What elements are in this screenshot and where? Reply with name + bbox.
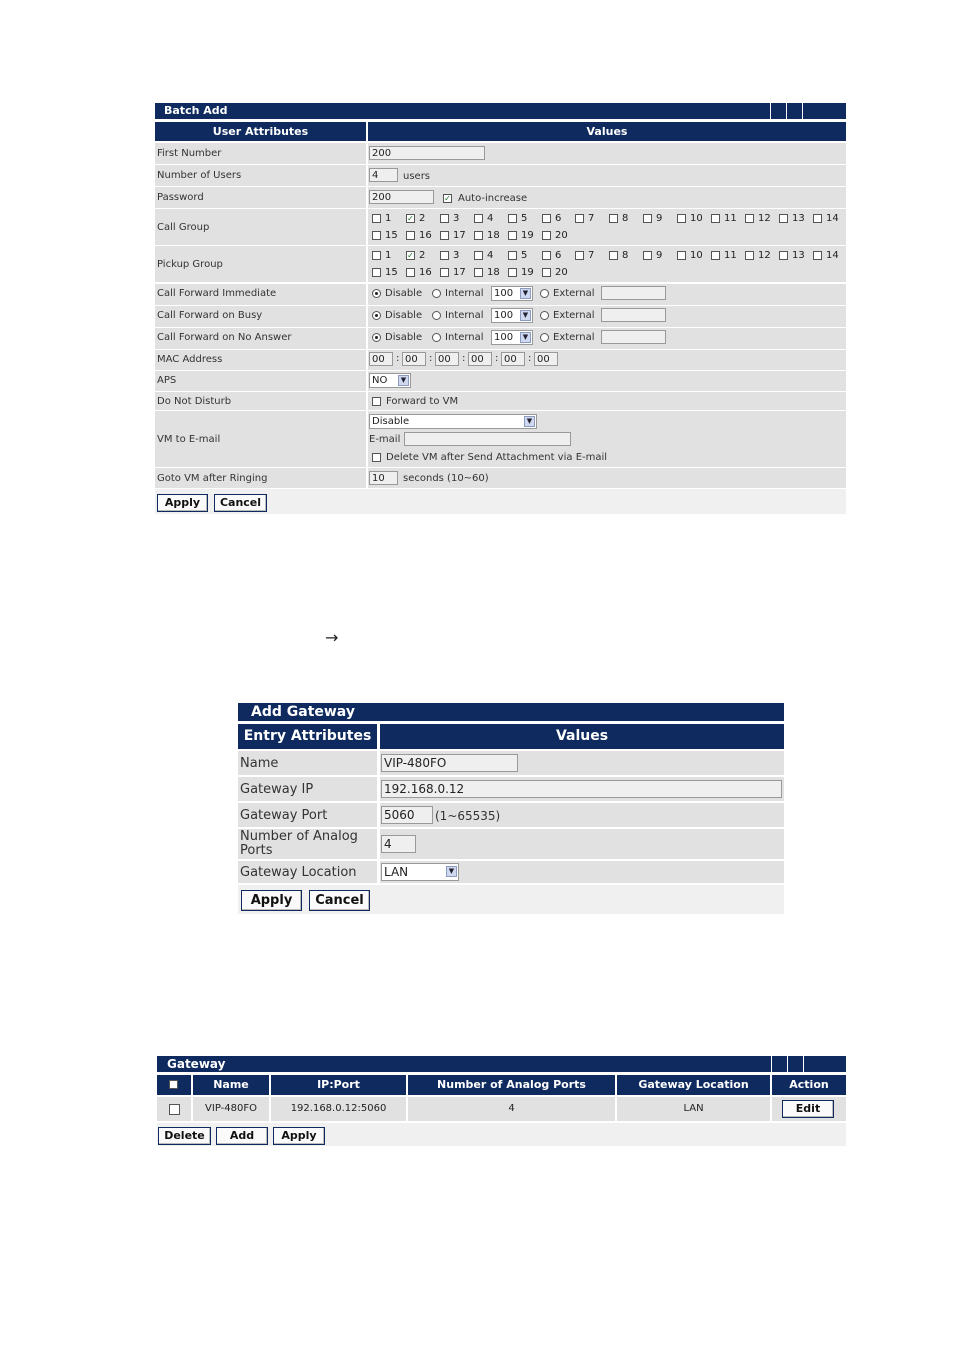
cf-noanswer-disable-label: Disable [385,332,423,343]
mac-separator: : [495,353,499,364]
pickup-group-checkbox[interactable] [542,251,551,260]
call-group-checkbox[interactable] [508,214,517,223]
call-group-checkbox[interactable] [372,231,381,240]
chevron-down-icon: ▼ [398,375,409,386]
chevron-down-icon: ▼ [520,332,531,343]
cf-noanswer-disable-radio[interactable] [372,333,381,342]
first-number-input[interactable]: 200 [369,146,485,160]
gw-port-label: Gateway Port [240,808,328,823]
gw-cancel-button[interactable]: Cancel [309,890,370,911]
cf-busy-internal-label: Internal [445,310,484,321]
pickup-group-checkbox[interactable] [711,251,720,260]
gateway-list-title-bar [157,1056,846,1072]
batch-add-title-bar [155,103,846,119]
row-bg [368,187,846,208]
cf-noanswer-internal-radio[interactable] [432,333,441,342]
cf-immediate-external-radio[interactable] [540,289,549,298]
cell-name: VIP-480FO [193,1097,269,1121]
pickup-group-checkbox[interactable] [643,251,652,260]
add-gateway-title-bar [238,703,784,721]
delete-vm-checkbox[interactable] [372,453,381,462]
call-group-checkbox[interactable] [745,214,754,223]
add-button[interactable]: Add [216,1127,268,1145]
cell-location: LAN [617,1097,770,1121]
pickup-group-number: 3 [453,250,460,261]
gw-ip-label: Gateway IP [240,782,314,797]
pickup-group-number: 10 [690,250,703,261]
gw-port-input[interactable]: 5060 [381,806,433,824]
pickup-group-number: 16 [419,267,432,278]
col-header-name: Name [193,1075,269,1095]
call-group-checkbox[interactable] [474,231,483,240]
cf-busy-external-radio[interactable] [540,311,549,320]
cf-immediate-external-input[interactable] [601,286,666,300]
gw-analog-label: Number of Analog Ports [240,829,358,858]
pickup-group-checkbox[interactable] [372,251,381,260]
pickup-group-checkbox[interactable] [508,268,517,277]
list-apply-button[interactable]: Apply [273,1127,325,1145]
call-group-number: 15 [385,230,398,241]
col-header-action: Action [772,1075,846,1095]
title-divider [787,1056,788,1072]
chevron-down-icon: ▼ [446,866,457,877]
call-group-number: 4 [487,213,494,224]
mac-octet-input[interactable]: 00 [402,352,426,366]
mac-separator: : [528,353,532,364]
cf-busy-internal-value: 100 [494,310,514,321]
password-input[interactable]: 200 [369,190,434,204]
forward-to-vm-label: Forward to VM [386,396,459,407]
delete-vm-label: Delete VM after Send Attachment via E-mail [386,452,608,463]
pickup-group-checkbox[interactable] [779,251,788,260]
pickup-group-checkbox[interactable] [440,251,449,260]
cell-ip-port: 192.168.0.12:5060 [271,1097,406,1121]
pickup-group-number: 1 [385,250,392,261]
pickup-group-number: 13 [792,250,805,261]
dnd-label: Do Not Disturb [157,396,232,407]
cf-busy-internal-select[interactable] [491,308,533,323]
pickup-group-number: 11 [724,250,737,261]
cf-noanswer-external-radio[interactable] [540,333,549,342]
pickup-group-number: 8 [622,250,629,261]
pickup-group-checkbox[interactable] [474,251,483,260]
call-group-checkbox[interactable] [643,214,652,223]
email-label: E-mail [369,434,401,445]
pickup-group-checkbox[interactable] [677,251,686,260]
call-group-number: 6 [555,213,562,224]
mac-separator: : [462,353,466,364]
gw-location-value: LAN [384,865,409,879]
gw-location-select[interactable] [381,863,459,881]
pickup-group-number: 17 [453,267,466,278]
call-group-number: 17 [453,230,466,241]
call-group-checkbox[interactable] [779,214,788,223]
auto-increase-checkbox[interactable]: ✓ [444,194,451,203]
first-number-label: First Number [157,148,222,159]
mac-address-label: MAC Address [157,354,223,365]
pickup-group-checkbox[interactable] [542,268,551,277]
auto-increase-label: Auto-increase [458,193,528,204]
number-of-users-label: Number of Users [157,170,242,181]
call-group-checkbox[interactable] [508,231,517,240]
pickup-group-checkbox[interactable] [745,251,754,260]
password-label: Password [157,192,204,203]
pickup-group-number: 2 [419,250,426,261]
gw-name-input[interactable]: VIP-480FO [381,754,518,772]
title-divider [803,1056,804,1072]
pickup-group-checkbox[interactable] [575,251,584,260]
call-group-number: 3 [453,213,460,224]
call-group-number: 18 [487,230,500,241]
call-group-checkbox[interactable] [474,214,483,223]
title-divider [786,103,787,119]
pickup-group-number: 4 [487,250,494,261]
cf-immediate-disable-label: Disable [385,288,423,299]
gateway-list-title: Gateway [167,1057,226,1071]
aps-value: NO [372,375,388,386]
edit-button[interactable]: Edit [782,1100,834,1118]
col-header-location: Gateway Location [617,1075,770,1095]
call-group-number: 10 [690,213,703,224]
cf-immediate-disable-radio[interactable] [372,289,381,298]
table-row [157,1097,191,1121]
pickup-group-number: 6 [555,250,562,261]
pickup-group-number: 18 [487,267,500,278]
col-header-analog-ports: Number of Analog Ports [408,1075,615,1095]
row-bg [380,829,784,859]
cf-busy-disable-radio[interactable] [372,311,381,320]
batch-apply-button[interactable]: Apply [157,494,208,512]
cf-immediate-external-label: External [553,288,595,299]
call-group-checkbox[interactable] [372,214,381,223]
mac-octet-input[interactable]: 00 [468,352,492,366]
email-input[interactable] [404,432,571,446]
chevron-down-icon: ▼ [520,310,531,321]
row-select-checkbox[interactable] [169,1104,180,1115]
pickup-group-number: 9 [656,250,663,261]
gw-name-label: Name [240,756,279,771]
gateway-values-header: Values [380,724,784,749]
add-gateway-title: Add Gateway [251,704,355,720]
call-group-checkbox[interactable] [406,231,415,240]
arrow-right-icon: → [325,628,339,647]
mac-separator: : [396,353,400,364]
select-all-checkbox[interactable] [169,1080,178,1089]
call-group-number: 14 [826,213,839,224]
cf-immediate-internal-value: 100 [494,288,514,299]
call-group-checkbox[interactable] [711,214,720,223]
call-group-label: Call Group [157,222,210,233]
pickup-group-checkbox[interactable] [508,251,517,260]
gw-location-label: Gateway Location [240,865,357,880]
call-group-number: 8 [622,213,629,224]
row-bg [368,371,846,391]
users-suffix: users [403,171,431,182]
call-group-checkbox[interactable] [609,214,618,223]
cf-busy-label: Call Forward on Busy [157,310,263,321]
cf-busy-external-label: External [553,310,595,321]
number-of-users-input[interactable]: 4 [369,168,398,182]
pickup-group-number: 15 [385,267,398,278]
pickup-group-checkbox[interactable] [813,251,822,260]
vm-email-label: VM to E-mail [157,434,221,445]
pickup-group-number: 14 [826,250,839,261]
vm-email-value: Disable [372,416,410,427]
gw-apply-button[interactable]: Apply [241,890,302,911]
goto-vm-suffix: seconds (10~60) [403,473,489,484]
pickup-group-number: 12 [758,250,771,261]
title-divider [771,1056,772,1072]
pickup-group-checkbox[interactable] [372,268,381,277]
col-header-ip-port: IP:Port [271,1075,406,1095]
goto-vm-input[interactable]: 10 [369,471,398,485]
pickup-group-checkbox[interactable] [474,268,483,277]
gw-ip-input[interactable]: 192.168.0.12 [381,780,782,798]
mac-octet-input[interactable]: 00 [369,352,393,366]
call-group-checkbox[interactable] [440,214,449,223]
batch-add-title: Batch Add [164,104,228,117]
cf-noanswer-internal-select[interactable] [491,330,533,345]
aps-select[interactable] [369,373,411,388]
cf-noanswer-internal-value: 100 [494,332,514,343]
goto-vm-label: Goto VM after Ringing [157,473,268,484]
call-group-checkbox[interactable] [542,214,551,223]
call-group-checkbox[interactable] [440,231,449,240]
call-group-number: 2 [419,213,426,224]
pickup-group-checkbox[interactable] [609,251,618,260]
call-group-number: 9 [656,213,663,224]
mac-separator: : [429,353,433,364]
pickup-group-checkbox[interactable]: ✓ [407,251,414,260]
cf-immediate-internal-select[interactable] [491,286,533,301]
chevron-down-icon: ▼ [524,416,535,427]
vm-email-select[interactable] [369,414,537,429]
pickup-group-checkbox[interactable] [440,268,449,277]
cf-immediate-label: Call Forward Immediate [157,288,277,299]
pickup-group-number: 19 [521,267,534,278]
call-group-number: 7 [588,213,595,224]
delete-button[interactable]: Delete [158,1127,211,1145]
values-header: Values [368,122,846,141]
cf-immediate-internal-label: Internal [445,288,484,299]
pickup-group-number: 20 [555,267,568,278]
call-group-number: 5 [521,213,528,224]
aps-label: APS [157,375,177,386]
call-group-number: 1 [385,213,392,224]
cf-noanswer-external-input[interactable] [601,330,666,344]
cf-busy-internal-radio[interactable] [432,311,441,320]
call-group-number: 12 [758,213,771,224]
cf-noanswer-internal-label: Internal [445,332,484,343]
call-group-number: 11 [724,213,737,224]
row-bg [155,371,366,391]
call-group-checkbox[interactable] [542,231,551,240]
call-group-number: 16 [419,230,432,241]
pickup-group-number: 7 [588,250,595,261]
cf-busy-external-input[interactable] [601,308,666,322]
user-attributes-header: User Attributes [155,122,366,141]
cf-immediate-internal-radio[interactable] [432,289,441,298]
select-all-cell [157,1075,191,1095]
title-divider [770,103,771,119]
cf-noanswer-external-label: External [553,332,595,343]
gw-analog-input[interactable]: 4 [381,835,416,853]
cf-busy-disable-label: Disable [385,310,423,321]
mac-octet-input[interactable]: 00 [435,352,459,366]
forward-to-vm-checkbox[interactable] [372,397,381,406]
call-group-number: 20 [555,230,568,241]
call-group-checkbox[interactable] [677,214,686,223]
call-group-checkbox[interactable] [575,214,584,223]
cell-analog-ports: 4 [408,1097,615,1121]
title-divider [802,103,803,119]
call-group-checkbox[interactable] [813,214,822,223]
call-group-number: 13 [792,213,805,224]
pickup-group-number: 5 [521,250,528,261]
gw-port-range: (1~65535) [435,809,501,823]
cf-noanswer-label: Call Forward on No Answer [157,332,292,343]
mac-octet-input[interactable]: 00 [501,352,525,366]
batch-cancel-button[interactable]: Cancel [214,494,267,512]
call-group-number: 19 [521,230,534,241]
pickup-group-checkbox[interactable] [406,268,415,277]
call-group-checkbox[interactable]: ✓ [407,214,414,223]
row-bg [368,165,846,186]
chevron-down-icon: ▼ [520,288,531,299]
entry-attributes-header: Entry Attributes [238,724,377,749]
pickup-group-label: Pickup Group [157,259,223,270]
mac-octet-input[interactable]: 00 [534,352,558,366]
